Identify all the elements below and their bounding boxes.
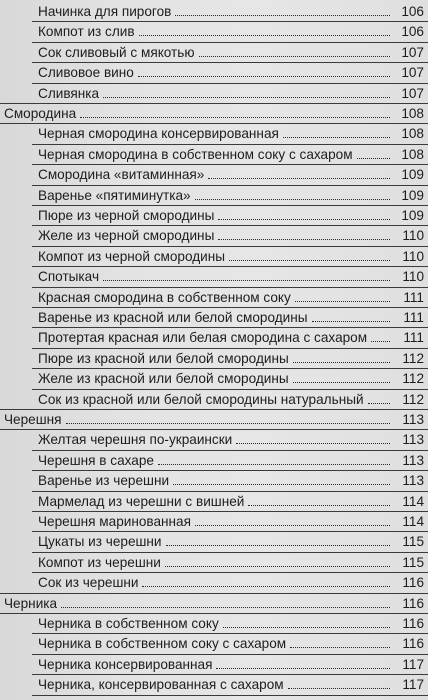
entry-title: Желе из черной смородины [38, 228, 215, 244]
page-number: 117 [402, 677, 424, 693]
toc-entry [0, 675, 428, 695]
toc-section [0, 594, 428, 614]
toc-entry [0, 288, 428, 308]
dot-leader [195, 199, 390, 200]
dot-leader [195, 525, 390, 526]
page-number: 114 [402, 493, 424, 509]
dot-leader [312, 321, 390, 322]
toc-entry [0, 308, 428, 328]
entry-title: Начинка для пирогов [38, 4, 172, 19]
page-number: 116 [402, 595, 424, 611]
entry-title: Варенье из черешни [38, 473, 170, 489]
section-title: Черника [4, 595, 58, 611]
page-number: 108 [401, 146, 424, 162]
page-number: 108 [401, 126, 424, 142]
entry-title: Сливянка [38, 85, 100, 101]
page-number: 108 [401, 106, 424, 121]
section-title: Черешня [4, 412, 62, 427]
toc-entry [0, 186, 428, 206]
dot-leader [199, 56, 390, 57]
toc-entry [0, 267, 428, 287]
toc-entry [0, 492, 428, 512]
section-top-rule [0, 593, 428, 594]
entry-title: Цукаты из черешни [38, 534, 162, 550]
toc-entry [0, 573, 428, 593]
toc-entry [0, 43, 428, 63]
toc-section [0, 104, 428, 124]
dot-leader [66, 423, 390, 424]
toc-entry [0, 634, 428, 654]
entry-title: Спотыкач [38, 269, 100, 285]
dot-leader [290, 647, 390, 648]
dot-leader [283, 137, 390, 138]
entry-title: Черешня маринованная [38, 514, 191, 529]
entry-title: Варенье из красной или белой смородины [38, 310, 308, 325]
entry-title: Желтая черешня по-украински [38, 432, 233, 448]
entry-title: Смородина «витаминная» [38, 167, 205, 183]
toc-entry [0, 63, 428, 83]
dot-leader [223, 627, 390, 628]
page-number: 109 [401, 187, 424, 203]
page-number: 110 [402, 228, 424, 244]
entry-title: Черника в собственном соку с сахаром [38, 636, 287, 652]
dot-leader [248, 505, 390, 506]
toc-entry [0, 451, 428, 471]
toc-entry [0, 145, 428, 165]
entry-rule [32, 695, 428, 696]
toc-entry [0, 84, 428, 104]
page-number: 110 [402, 269, 424, 285]
dot-leader [165, 566, 390, 567]
entry-title: Компот из черешни [38, 554, 161, 570]
entry-title: Пюре из черной смородины [38, 208, 215, 223]
dot-leader [371, 341, 390, 342]
toc-entry [0, 614, 428, 634]
entry-title: Сок из черешни [38, 575, 139, 591]
entry-title: Черника, консервированная с сахаром [38, 677, 284, 693]
dot-leader [368, 403, 390, 404]
entry-title: Черная смородина консервированная [38, 126, 279, 142]
entry-title: Пюре из красной или белой смородины [38, 350, 289, 366]
entry-title: Черника в собственном соку [38, 616, 219, 631]
toc-entry [0, 328, 428, 348]
toc-entry [0, 165, 428, 185]
dot-leader [293, 382, 390, 383]
entry-title: Черная смородина в собственном соку с сахаром [38, 146, 353, 162]
dot-leader [216, 668, 390, 669]
toc-entry [0, 430, 428, 450]
section-top-rule [0, 409, 428, 410]
page-number: 109 [401, 167, 424, 183]
page-number: 111 [403, 330, 424, 346]
toc-entry [0, 226, 428, 246]
page-number: 115 [402, 534, 424, 550]
dot-leader [142, 586, 390, 587]
dot-leader [236, 443, 390, 444]
toc-entry [0, 553, 428, 573]
page-number: 110 [402, 248, 424, 264]
page-number: 111 [403, 289, 424, 305]
page-number: 116 [402, 616, 424, 631]
page-number: 109 [401, 208, 424, 223]
entry-title: Сок из красной или белой смородины натуральный [38, 391, 364, 407]
entry-title: Протертая красная или белая смородина с сахаром [38, 330, 368, 346]
page-number: 113 [402, 452, 424, 468]
page-number: 114 [402, 514, 424, 529]
entry-title: Компот из слив [38, 24, 135, 40]
toc-entry [0, 655, 428, 675]
page-number: 113 [402, 473, 424, 489]
dot-leader [139, 35, 390, 36]
page-number: 107 [401, 44, 424, 60]
toc-entry [0, 390, 428, 410]
dot-leader [61, 607, 390, 608]
page-number: 116 [402, 636, 424, 652]
page-number: 107 [401, 65, 424, 81]
dot-leader [173, 484, 390, 485]
dot-leader [103, 280, 390, 281]
toc-entry [0, 512, 428, 532]
toc-entry [0, 369, 428, 389]
toc-entry [0, 247, 428, 267]
toc-section [0, 410, 428, 430]
entry-title: Черника консервированная [38, 656, 213, 672]
dot-leader [158, 464, 390, 465]
page-number: 107 [401, 85, 424, 101]
entry-title: Черешня в сахаре [38, 452, 154, 468]
dot-leader [293, 362, 390, 363]
dot-leader [208, 178, 390, 179]
page-number: 112 [402, 371, 424, 387]
toc-entry [0, 206, 428, 226]
dot-leader [138, 76, 390, 77]
toc-entry [0, 22, 428, 42]
toc-entry [0, 124, 428, 144]
entry-title: Сок сливовый с мякотью [38, 44, 195, 60]
page-number: 117 [402, 656, 424, 672]
page-number: 116 [402, 575, 424, 591]
entry-title: Компот из черной смородины [38, 248, 226, 264]
dot-leader [175, 15, 390, 16]
entry-title: Желе из красной или белой смородины [38, 371, 289, 387]
entry-title: Красная смородина в собственном соку [38, 289, 291, 305]
page-number: 115 [402, 554, 424, 570]
section-title: Смородина [4, 106, 77, 121]
page-number: 112 [402, 391, 424, 407]
dot-leader [166, 545, 390, 546]
dot-leader [218, 239, 390, 240]
page-number: 111 [403, 310, 424, 325]
page-number: 106 [401, 24, 424, 40]
page-number: 106 [401, 4, 424, 19]
dot-leader [218, 219, 390, 220]
toc-entry [0, 532, 428, 552]
entry-title: Сливовое вино [38, 65, 134, 81]
dot-leader [357, 158, 390, 159]
section-top-rule [0, 103, 428, 104]
dot-leader [295, 301, 390, 302]
page-number: 112 [402, 350, 424, 366]
dot-leader [229, 260, 390, 261]
dot-leader [80, 117, 390, 118]
toc-entry [0, 2, 428, 22]
dot-leader [103, 97, 390, 98]
toc-entry [0, 349, 428, 369]
toc-entry [0, 471, 428, 491]
page-number: 113 [402, 432, 424, 448]
entry-title: Варенье «пятиминутка» [38, 187, 191, 203]
page-number: 113 [402, 412, 424, 427]
entry-title: Мармелад из черешни с вишней [38, 493, 245, 509]
dot-leader [288, 688, 390, 689]
